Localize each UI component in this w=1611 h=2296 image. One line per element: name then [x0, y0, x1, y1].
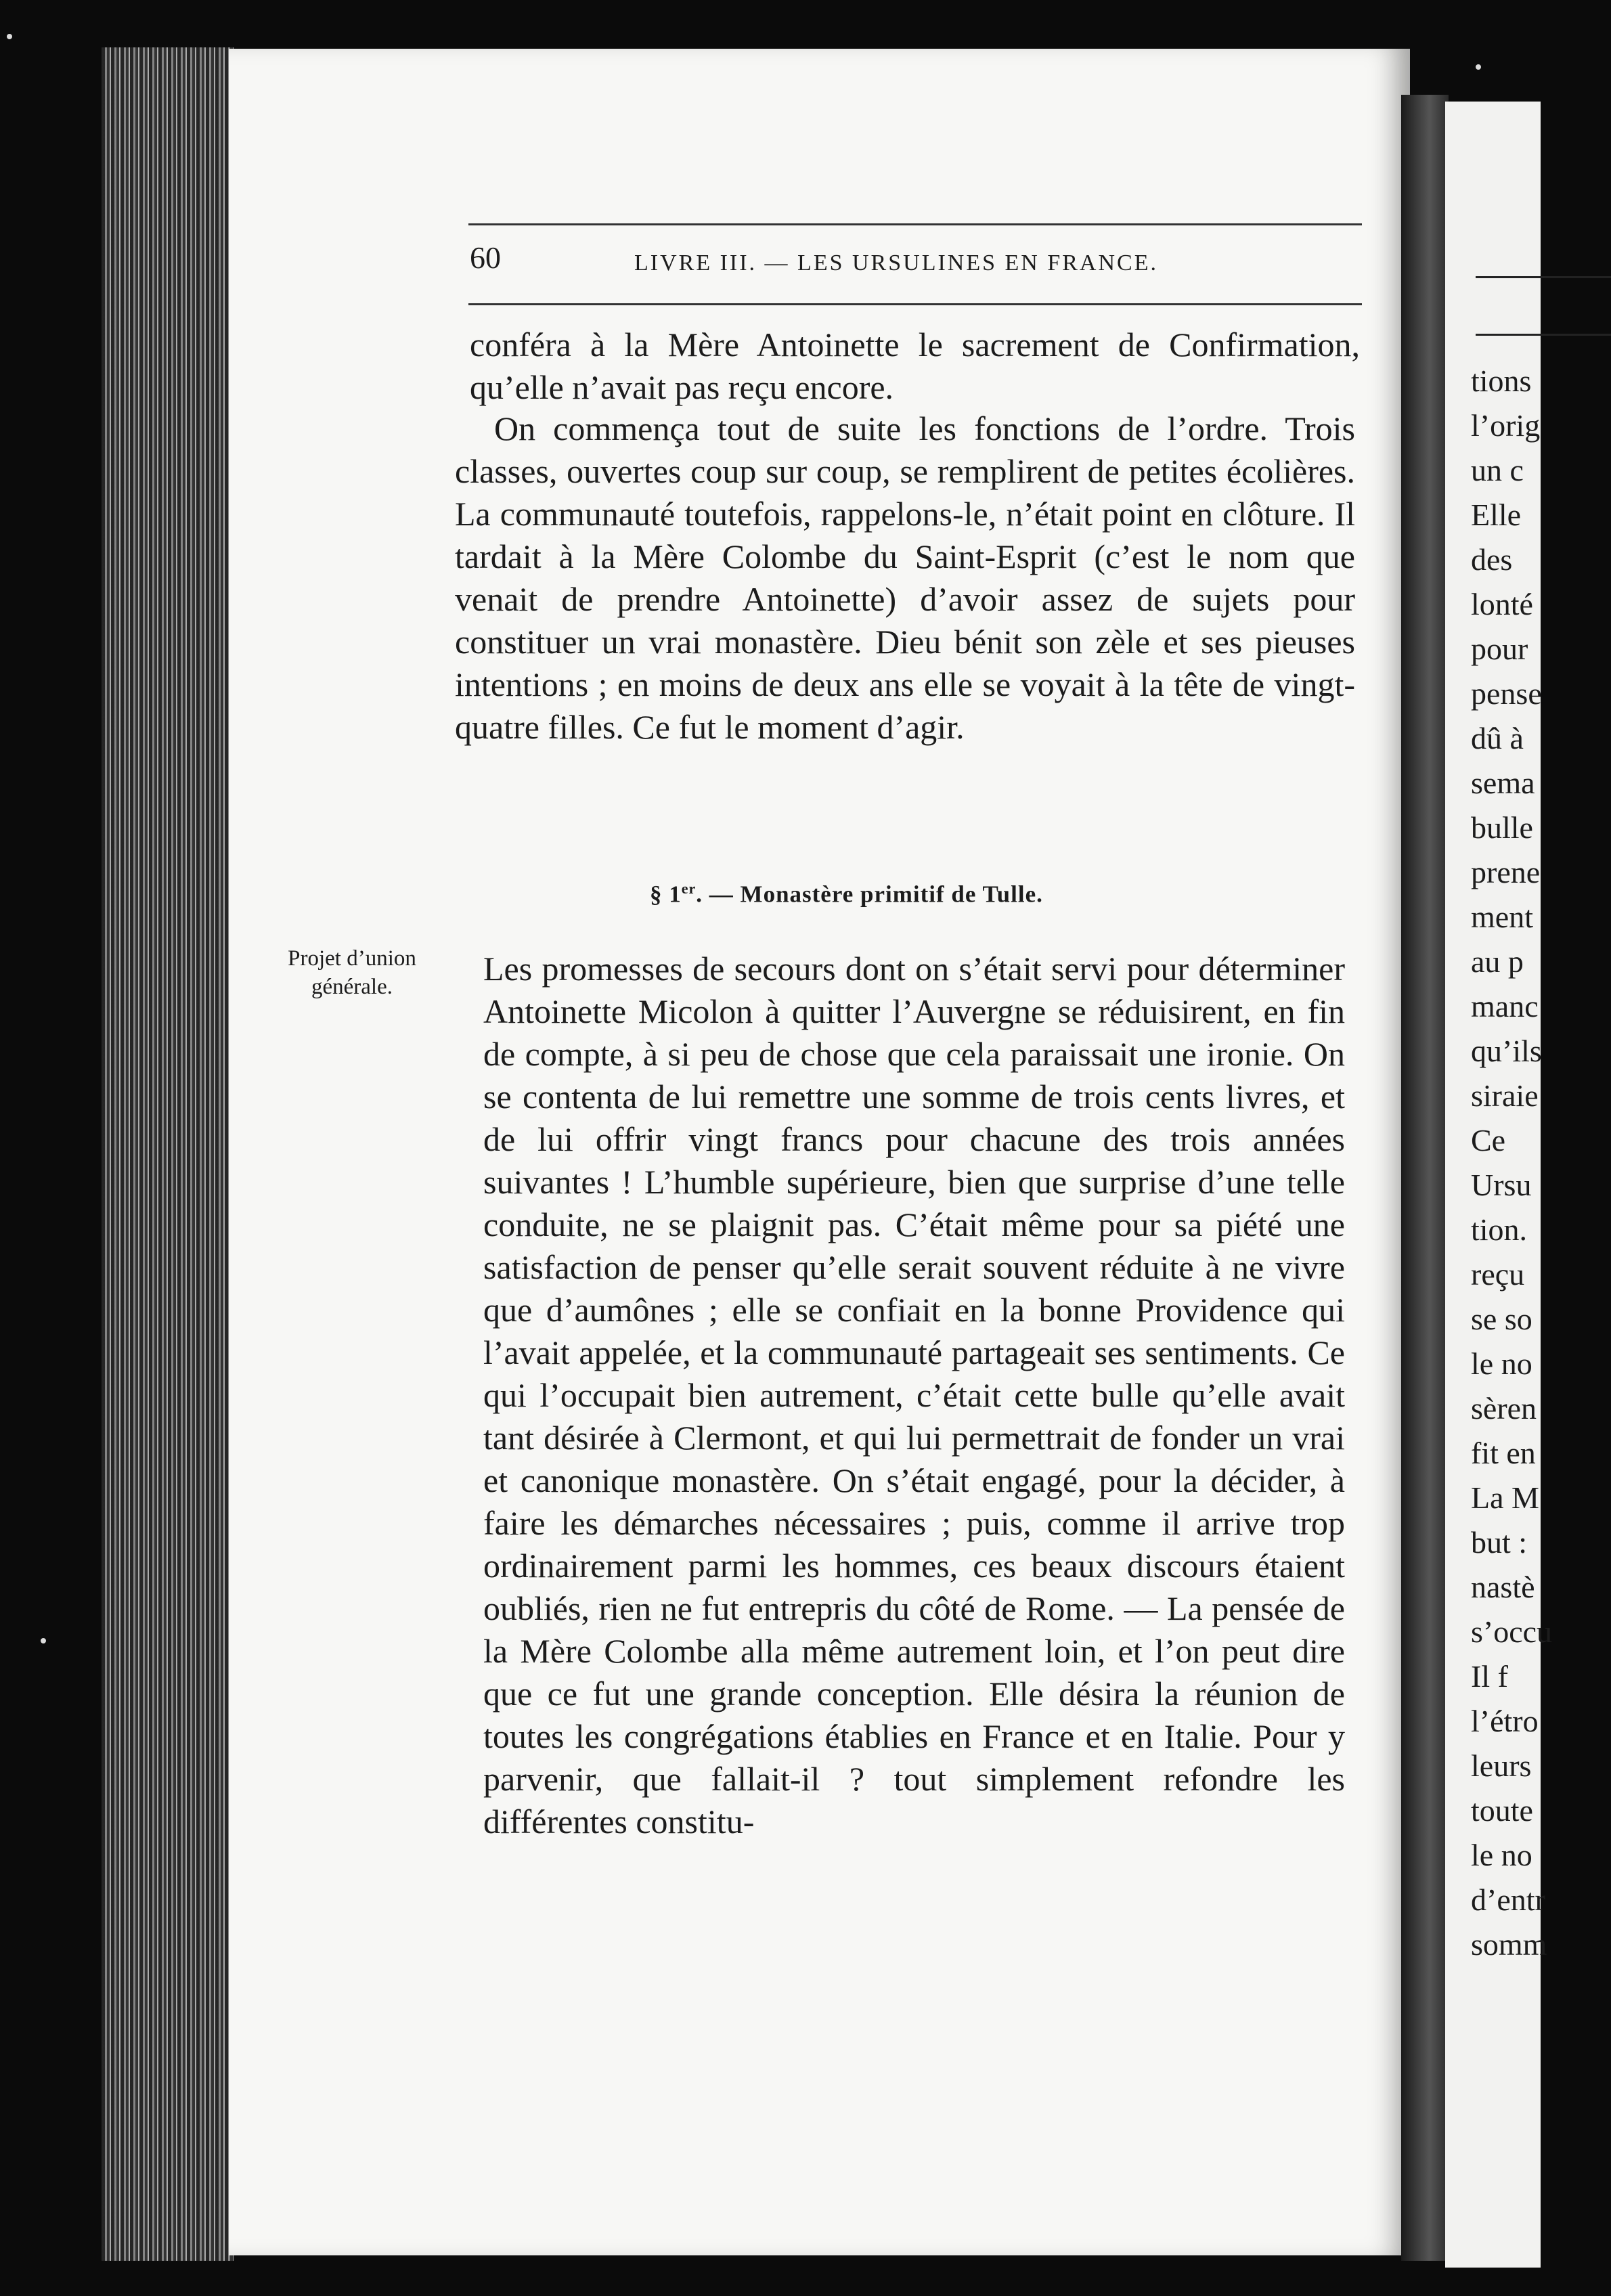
facing-page-line: d’entr	[1471, 1882, 1545, 1917]
facing-page-line: prene	[1471, 855, 1541, 889]
facing-page-line: bulle	[1471, 810, 1533, 845]
header-rule-bottom	[468, 303, 1362, 305]
facing-page-line: au p	[1471, 944, 1524, 979]
facing-page-line: s’occu	[1471, 1614, 1553, 1649]
facing-page-line: pour	[1471, 632, 1528, 666]
facing-page-line: toute	[1471, 1793, 1533, 1828]
facing-page-line: La M	[1471, 1480, 1539, 1515]
facing-page-line: leurs	[1471, 1748, 1532, 1783]
section-number: § 1	[650, 881, 682, 908]
facing-page-line: somm	[1471, 1927, 1547, 1962]
facing-page-line: Ce	[1471, 1123, 1506, 1157]
scan-speck	[1476, 64, 1481, 70]
scan-speck	[41, 1638, 46, 1643]
facing-page-line: des	[1471, 542, 1513, 577]
facing-page-fragments	[1471, 359, 1552, 1967]
facing-page-line: le no	[1471, 1838, 1532, 1872]
facing-page-line: Elle	[1471, 498, 1522, 532]
facing-page-line: but :	[1471, 1525, 1528, 1560]
facing-page-line: qu’ils	[1471, 1034, 1542, 1068]
facing-page-line: tions	[1471, 363, 1532, 398]
book-gutter	[1401, 95, 1449, 2261]
facing-page-line: Il f	[1471, 1659, 1508, 1694]
running-title: LIVRE III. — LES URSULINES EN FRANCE.	[634, 250, 1158, 275]
paragraph-1	[470, 324, 1360, 409]
facing-page-line: l’orig	[1471, 408, 1541, 443]
marginal-note: Projet d’union générale.	[288, 946, 416, 999]
facing-page-rule	[1476, 334, 1611, 336]
paragraph-text: conféra à la Mère Antoinette le sacrement de Confirmation, qu’elle n’avait pas reçu encore.	[470, 326, 1360, 406]
facing-page-line: reçu	[1471, 1257, 1525, 1292]
facing-page	[1445, 102, 1553, 2268]
section-number-sup: er	[681, 880, 697, 897]
facing-page-rule	[1476, 276, 1611, 278]
paragraph-2	[455, 407, 1355, 749]
scan-speck	[7, 34, 12, 39]
facing-page-line: Ursu	[1471, 1168, 1532, 1202]
paragraph-3	[421, 948, 1345, 1843]
running-head	[468, 230, 1362, 284]
facing-page-line: lonté	[1471, 587, 1533, 621]
facing-page-line: pense	[1471, 676, 1542, 711]
section-heading	[650, 880, 1043, 908]
page-edges	[102, 47, 234, 2261]
facing-page-line: se so	[1471, 1302, 1532, 1336]
facing-page-line: nastè	[1471, 1570, 1535, 1604]
facing-page-line: sèren	[1471, 1391, 1537, 1426]
page-number: 60	[470, 240, 501, 275]
facing-page-line: sema	[1471, 766, 1535, 800]
header-rule-top	[468, 223, 1362, 225]
facing-page-line: siraie	[1471, 1078, 1539, 1113]
facing-page-line: tion.	[1471, 1212, 1528, 1247]
facing-page-line: fit en	[1471, 1436, 1536, 1470]
section-title: . — Monastère primitif de Tulle.	[696, 881, 1043, 908]
paragraph-text: Les promesses de secours dont on s’était servi pour déterminer Antoinette Micolon à quitter l’Auvergne se réduisirent, en fin de compte, à si peu de chose que cela paraissait une ironie. On se contenta de lui remettre une somme de trois cents livres, et de lui offrir vingt francs pour chacune des trois années suivantes ! L’humble supérieure, bien que surprise d’une telle conduite, ne se plaignit pas. C’était même pour sa piété une satisfaction de penser qu’elle serait souvent réduite à ne vivre que d’aumônes ; elle se confiait en la bonne Providence qui l’avait appelée, et la communauté partageait ses sentiments. Ce qui l’occupait bien autrement, c’était cette bulle qu’elle avait tant désirée à Clermont, et qui lui permettrait de fonder un vrai et canonique monastère. On s’était engagé, pour la décider, à faire les démarches nécessaires ; puis, comme il arrive trop ordinairement parmi les hommes, ces beaux discours étaient oubliés, rien ne fut entrepris du côté de Rome. — La pensée de la Mère Colombe alla même autrement loin, et l’on peut dire que ce fut une grande conception. Elle désira la réunion de toutes les congrégations établies en France et en Italie. Pour y parvenir, que fallait-il ? tout simplement refondre les différentes constitu-	[483, 950, 1345, 1840]
facing-page-line: dû à	[1471, 721, 1524, 755]
facing-page-line: l’étro	[1471, 1704, 1539, 1738]
facing-page-line: un c	[1471, 453, 1524, 487]
paragraph-text: On commença tout de suite les fonctions de l’ordre. Trois classes, ouvertes coup sur coup, se remplirent de petites écolières. La communauté toutefois, rappelons-le, n’était point en clôture. Il tardait à la Mère Colombe du Saint-Esprit (c’est le nom que venait de prendre Antoinette) d’avoir assez de sujets pour constituer un vrai monastère. Dieu bénit son zèle et ses pieuses intentions ; en moins de deux ans elle se voyait à la tête de vingt-quatre filles. Ce fut le moment d’agir.	[455, 410, 1355, 746]
facing-page-line: le no	[1471, 1346, 1532, 1381]
facing-page-line: ment	[1471, 900, 1533, 934]
facing-page-line: manc	[1471, 989, 1539, 1023]
